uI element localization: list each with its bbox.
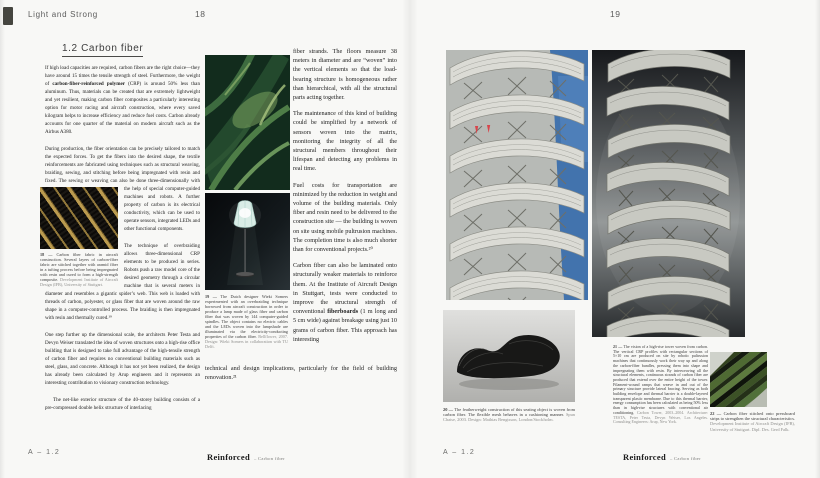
paragraph-maintenance: The maintenance of this kind of building could be simplified by a network of sensors woven into the matrix, monitoring the integrity of all the structural members throughout their lifespan and detecting any problems in real time. (293, 110, 397, 173)
caption-18-number: 18 — (40, 252, 57, 257)
page-number-right: 19 (610, 9, 621, 19)
paragraph-lamination (293, 261, 397, 344)
p1-bold-crp: carbon-fiber-reinforced polymer (52, 81, 125, 87)
caption-19-number: 19 — (205, 294, 221, 299)
spine-shadow (402, 0, 418, 478)
caption-22-text: Carbon fiber stitched onto pressboard strips to strengthen the structural characteristics. (710, 411, 795, 422)
photo-bellflower-lamp (205, 193, 290, 290)
caption-20 (443, 407, 575, 423)
caption-21-text: The vision of a high-rise tower woven from carbon. The vertical CRP profiles with rectangular sections of 5×10 cm are produced on site by robotic pultrusion machines that continuously work their way up and along the carbon-fiber bundles, pressing them into shape and impregnating them with resin. By interweaving all the structural elements, continuous strands of carbon fiber are produced that extend over the entire height of the tower. Filament-wound ramps that weave in and out of the primary structure provide lateral bracing. Serving as both building envelope and thermal barrier is a double-layered transparent plastic membrane. Due to this thermal barrier, energy consumption has been calculated as being 50% less than in high-rise structures with conventional air conditioning. (613, 344, 708, 415)
photo-green-braid-detail (205, 55, 290, 190)
p9-pre: Carbon fiber can also be laminated onto structurally weaker materials to reinforce them. At the Institute of Aircraft Design in Stuttgart, tests were conducted to improve the structural strength of conventional (293, 262, 397, 316)
caption-22 (710, 411, 795, 432)
paragraph-overbraiding: The technique of overbraiding allows three-dimensional CRP elements to be produced in series. Robots push a raw model core of the desired geometry through a circular machine that is several meters in diameter and resembles a gigantic spider’s web. This web is loaded with threads of carbon, polyester, or glass fiber that are woven around the raw shape in a computer-controlled process. The braiding is then impregnated with resin and thermally cured.¹⁹ (45, 243, 200, 321)
caption-19-source: Bellflower, 2007. Design: Wieki Somers in collaboration with TU Delft. (205, 334, 288, 349)
p1-pre: If high load capacities are required, carbon fibers are the right choice—they have around 15 times the tensile strength of steel. Furthermore, the weight of (45, 65, 200, 87)
photo-carbon-tower-closeup (446, 50, 588, 300)
caption-21-source: Carbon Tower, 2003–2004. Architecture: TESTA, Peter Testa, Devyn Weiser, Los Angeles. Consulting Engineers: Arup, New York. (613, 409, 708, 425)
photo-carbon-fiber-fabric (40, 187, 118, 249)
section-title: 1.2 Carbon fiber (62, 43, 143, 57)
p2-narrow: three-dimensionally with the help of special computer-guided machines and robots. A further property of carbon is its electrical conductivity, which can be used to operate sensors, integrated LEDs and other functional components. (124, 178, 200, 232)
photo-pressboard-strips (710, 352, 767, 407)
p9-post: (1 m long and 5 cm wide) against breakage using just 10 grams of carbon fiber. This approach has interesting (293, 308, 397, 343)
page-edge-left (0, 0, 5, 478)
footer-book-title: Reinforced (207, 452, 250, 462)
figure-18-block (40, 187, 118, 287)
left-column-text (40, 64, 200, 412)
caption-22-number: 22 — (710, 411, 724, 416)
page-number-left: 18 (195, 9, 206, 19)
footer-chapter-label: – Carbon fiber (669, 456, 701, 461)
photo-carbon-tower-full (592, 50, 745, 337)
right-column-text (293, 47, 397, 351)
paragraph-renovation: technical and design implications, particularly for the field of building renovation.²¹ (205, 365, 397, 382)
footer-section-ref-right: A – 1.2 (443, 449, 476, 456)
photo-spun-chaise (443, 310, 575, 402)
caption-20-source: Spun Chaise, 2003. Design: Mathias Bengtsson, London/Stockholm. (443, 412, 575, 423)
corner-mark (3, 7, 13, 25)
caption-18 (40, 252, 118, 287)
p9-bold-fiberboards: fiberboards (327, 308, 359, 316)
footer-book-title: Reinforced (623, 452, 666, 462)
paragraph-fiber-strands: fiber strands. The floors measure 38 meters in diameter and are “woven” into the vertical elements so that the load-bearing structure is homogeneous rather than hierarchical, with all the structural parts acting together. (293, 48, 397, 102)
caption-21 (613, 345, 708, 425)
caption-20-number: 20 — (443, 407, 455, 412)
p2-wide: During production, the fiber orientation can be precisely tailored to match the expected forces. To get the fibers into the desired shape, the textile reinforcements are fabricated using techniques such as structural weaving, braiding, sewing, and stitching before being impregnated with resin and fixed. The sewing or weaving can also be done (45, 146, 200, 184)
p1-post: (CRP) is around 50% less than aluminum. Thus, materials can be created that are extremely lightweight and yet resilient, making carbon fiber composites a particularly interesting option for motor racing and aircraft construction, where every saved kilogram helps to increase efficiency and reduce fuel costs. Carbon already accounts for one quarter of the material on modern aircraft such as the Airbus A380. (45, 81, 200, 135)
caption-21-number: 21 — (613, 344, 624, 349)
running-title: Light and Strong (28, 10, 98, 19)
paragraph-load-capacities (45, 64, 200, 136)
paragraph-fuel-costs: Fuel costs for transportation are minimized by the reduction in weight and volume of the building materials. Only fiber and resin need to be delivered to the construction site — the building is woven on site using mobile pultrusion machines. The completion time is also much shorter than for conventional projects.²⁰ (293, 181, 397, 254)
caption-18-text: Carbon fiber fabric in aircraft construction. Several layers of carbon-fiber fabric are stitched together with aramid fiber in a tufting process before being impregnated with resin and cured to form a high-strength composite. (40, 252, 118, 282)
footer-chapter-label: – Carbon fiber (253, 456, 285, 461)
caption-22-source: Development Institute of Aircraft Design (IFB), University of Stuttgart. Dipl. Des. Gerd Falk. (710, 421, 795, 432)
caption-19-text: The Dutch designer Wieki Somers experimented with an overbraiding technique borrowed from aircraft construction in order to produce a lamp made of glass fiber and carbon fiber that was woven by 144 computer-guided spindles. The object contains no electric cables and the LEDs woven into the lampshade are illuminated via the electricity-conducting properties of the carbon fiber. (205, 294, 288, 339)
page-edge-right (815, 0, 820, 478)
footer-book-left (207, 447, 285, 465)
caption-20-text: The featherweight construction of this seating object is woven from carbon fiber. The flexible mesh behaves in a cushioning manner. (443, 407, 575, 418)
footer-section-ref-left: A – 1.2 (28, 449, 61, 456)
paragraph-testa-weiser: One step further up the dimensional scale, the architects Peter Testa and Devyn Weiser translated the idea of woven structures onto a high-rise office building that is designed to take full advantage of the high-tensile strength of carbon fiber and requires no conventional building materials such as steel, glass, and concrete. Although it has not yet been realized, the design has already been calculated by Arup engineers and it represents an interesting contribution to visionary construction technology. (45, 332, 200, 386)
footer-book-right (623, 447, 701, 465)
caption-18-source: Development Institute of Aircraft Design (IFB), University of Stuttgart. (40, 277, 118, 287)
paragraph-net-structure: The net-like exterior structure of the 40-storey building consists of a pre-compressed double helix structure of interlacing (45, 397, 200, 411)
caption-19 (205, 294, 288, 349)
